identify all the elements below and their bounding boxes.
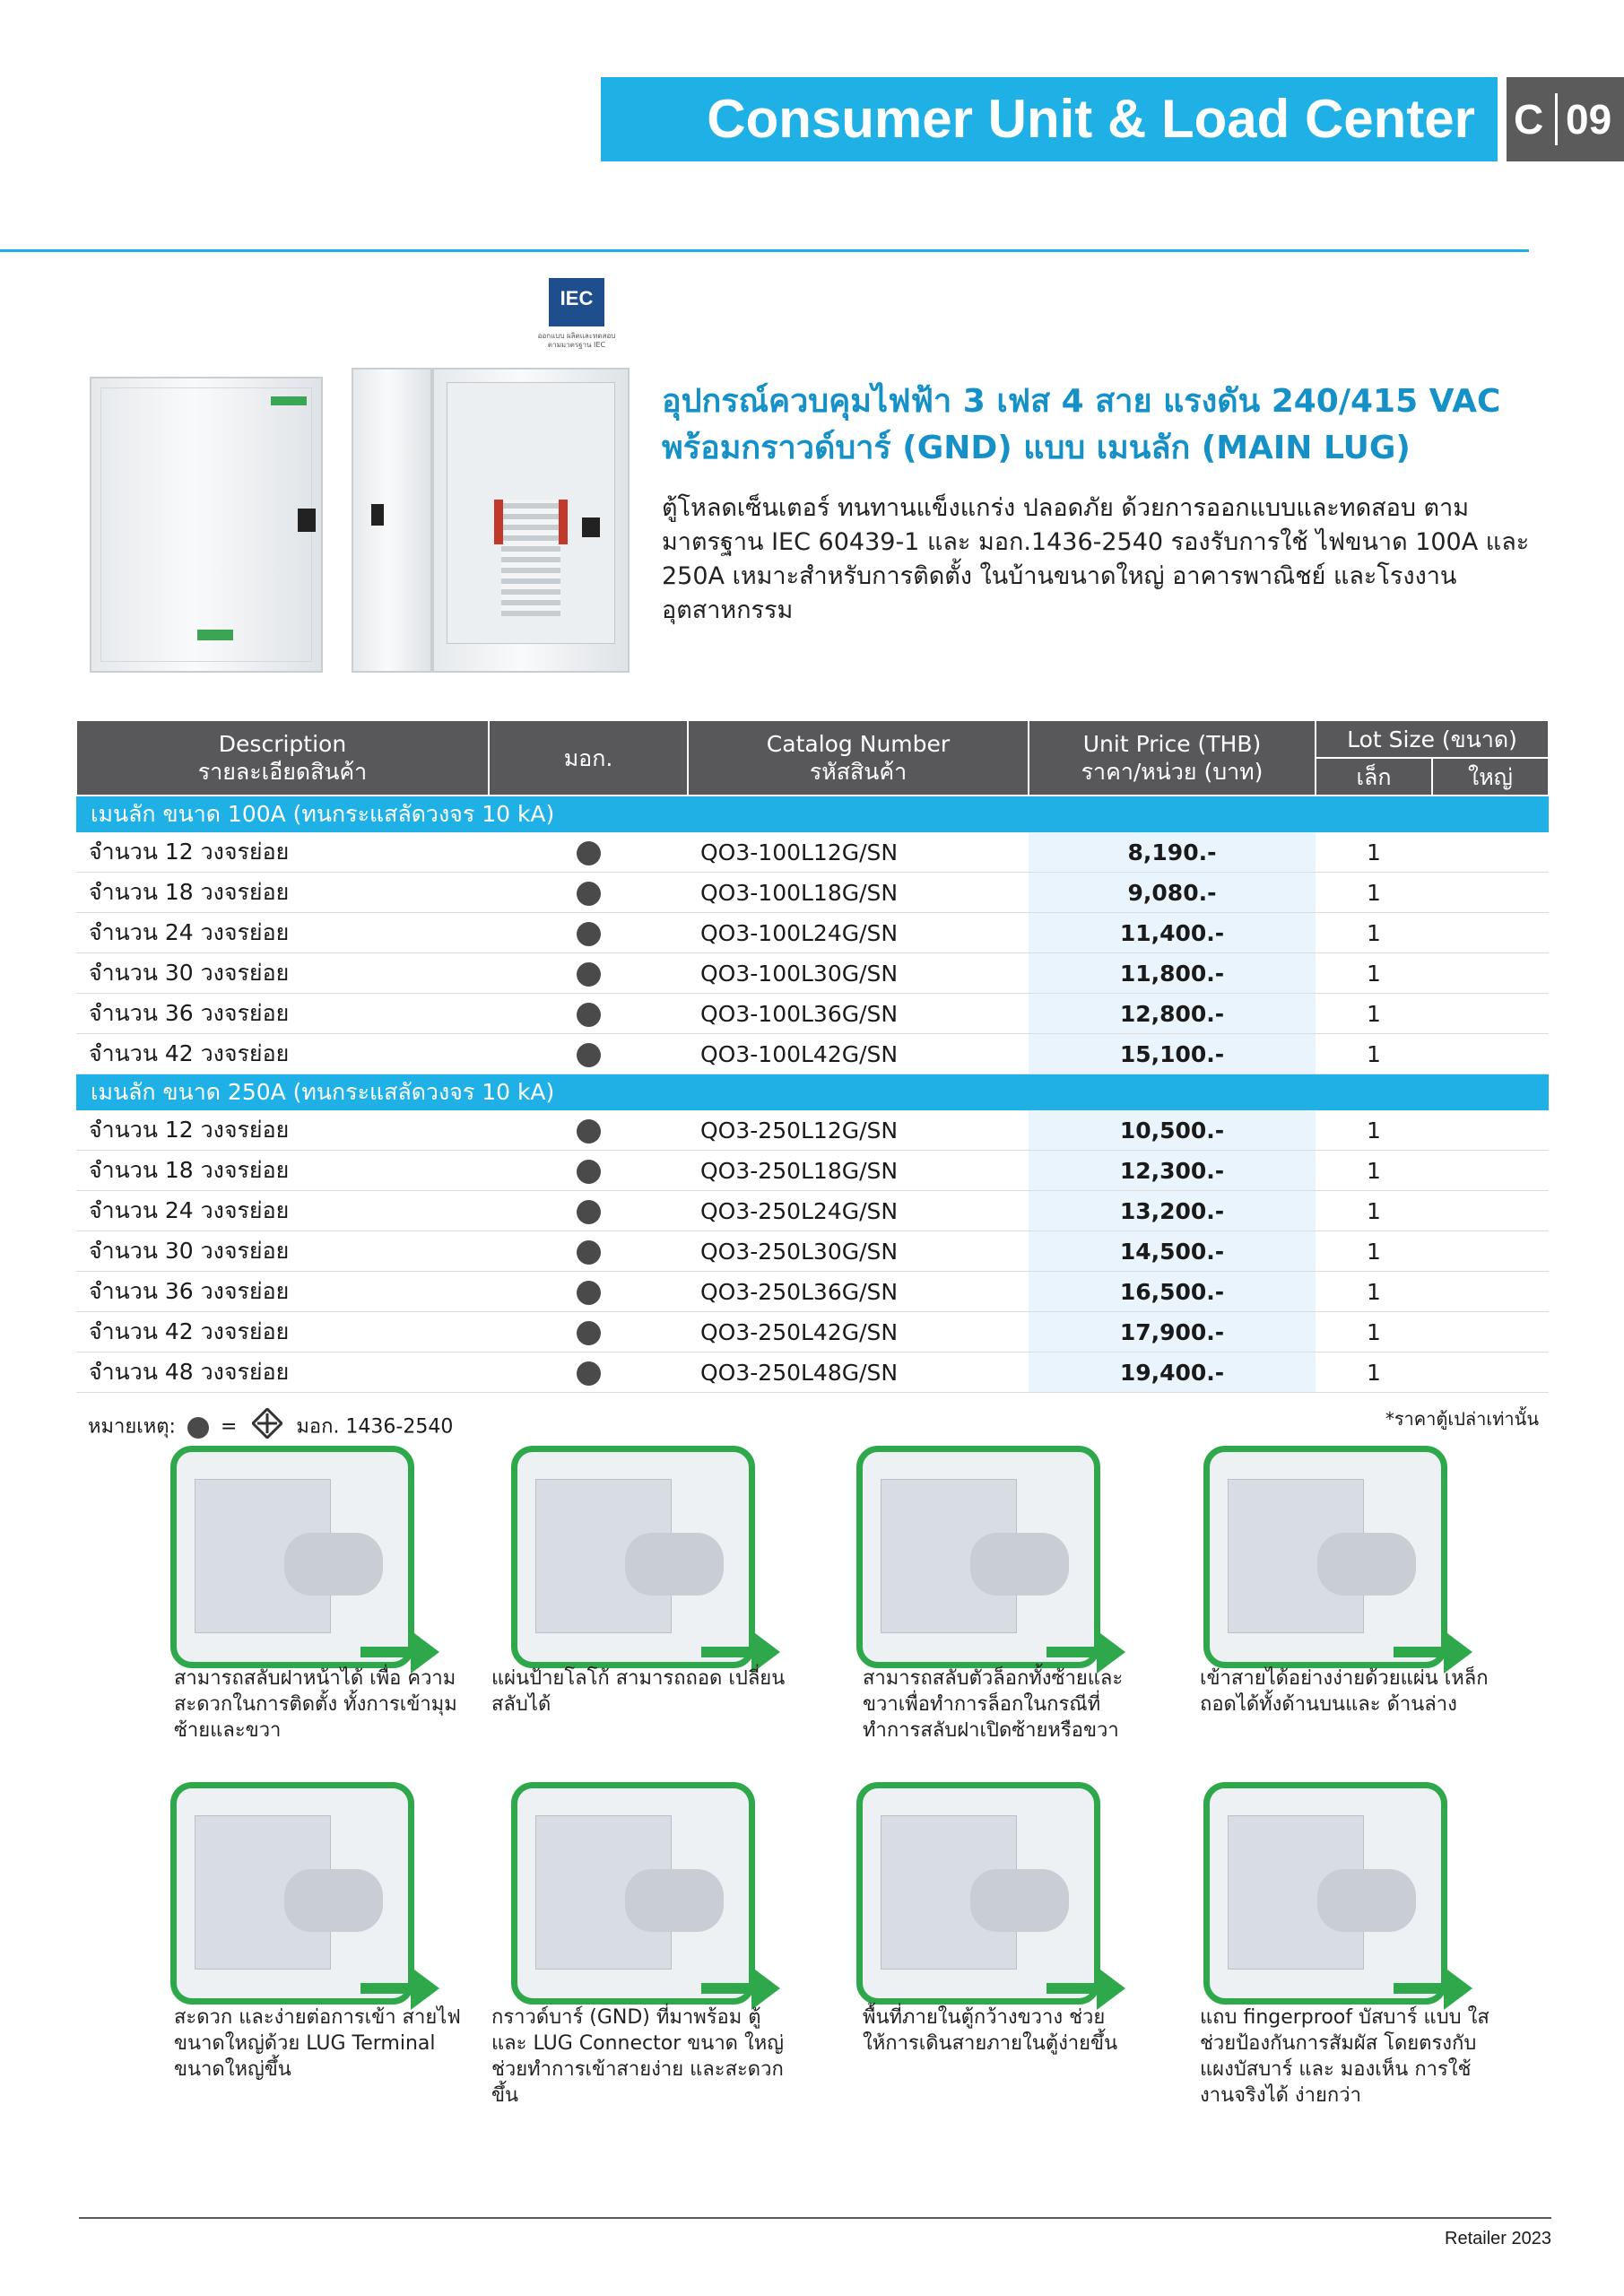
- tis-dot-icon: [577, 882, 601, 906]
- table-row: [76, 1110, 1549, 1151]
- note-equals: =: [220, 1415, 238, 1439]
- tis-dot-icon: [577, 1200, 601, 1224]
- row-catalog-number: QO3-250L30G/SN: [688, 1231, 1029, 1272]
- row-tis-mark: [489, 1191, 688, 1231]
- row-description: จำนวน 18 วงจรย่อย: [76, 873, 489, 913]
- row-lot-small: 1: [1316, 1110, 1432, 1151]
- header-description-en: Description: [218, 731, 347, 757]
- feature-caption: พื้นที่ภายในตู้กว้างขวาง ช่วย ให้การเดินสายภายในตู้ง่ายขึ้น: [863, 2006, 1118, 2055]
- feature-caption: แผ่นป้ายโลโก้ สามารถถอด เปลี่ยนสลับได้: [491, 1667, 786, 1716]
- row-lot-small: 1: [1316, 1231, 1432, 1272]
- row-catalog-number: QO3-100L12G/SN: [688, 832, 1029, 873]
- footer-rule: [79, 2217, 1551, 2219]
- row-unit-price: 11,800.-: [1029, 953, 1316, 994]
- tis-dot-icon: [187, 1417, 209, 1439]
- tis-dot-icon: [577, 1119, 601, 1144]
- row-unit-price: 10,500.-: [1029, 1110, 1316, 1151]
- row-description: จำนวน 36 วงจรย่อย: [76, 1272, 489, 1312]
- tis-dot-icon: [577, 1321, 601, 1345]
- row-tis-mark: [489, 1110, 688, 1151]
- row-description: จำนวน 12 วงจรย่อย: [76, 832, 489, 873]
- header-description-th: รายละเอียดสินค้า: [197, 759, 368, 785]
- intro-heading: [662, 378, 1603, 472]
- intro-heading-line1: อุปกรณ์ควบคุมไฟฟ้า 3 เฟส 4 สาย แรงดัน 240/415 VAC: [662, 383, 1501, 420]
- iec-logo-caption: ออกแบบ ผลิตและทดสอบ ตามมาตรฐาน IEC: [537, 332, 616, 349]
- row-tis-mark: [489, 1272, 688, 1312]
- section-page-code: [1507, 77, 1624, 161]
- tis-dot-icon: [577, 1281, 601, 1305]
- table-row: [76, 1352, 1549, 1393]
- feature-image: [1203, 1782, 1447, 2022]
- row-catalog-number: QO3-100L18G/SN: [688, 873, 1029, 913]
- price-table: [75, 719, 1550, 1393]
- row-catalog-number: QO3-100L42G/SN: [688, 1034, 1029, 1074]
- row-lot-small: 1: [1316, 832, 1432, 873]
- row-unit-price: 14,500.-: [1029, 1231, 1316, 1272]
- header-lot-size: Lot Size (ขนาด): [1316, 720, 1549, 758]
- row-unit-price: 9,080.-: [1029, 873, 1316, 913]
- feature-image: [1203, 1446, 1447, 1686]
- tis-dot-icon: [577, 1361, 601, 1386]
- feature-image: [856, 1446, 1100, 1686]
- row-lot-large: [1432, 1191, 1549, 1231]
- row-lot-large: [1432, 1151, 1549, 1191]
- tis-mark-icon: [252, 1408, 282, 1447]
- row-description: จำนวน 12 วงจรย่อย: [76, 1110, 489, 1151]
- row-description: จำนวน 42 วงจรย่อย: [76, 1034, 489, 1074]
- feature-caption: สามารถสลับฝาหน้าได้ เพื่อ ความสะดวกในการติดตั้ง ทั้งการเข้ามุมซ้ายและขวา: [174, 1667, 457, 1742]
- row-tis-mark: [489, 832, 688, 873]
- row-lot-small: 1: [1316, 1191, 1432, 1231]
- tis-dot-icon: [577, 841, 601, 865]
- table-note: [88, 1408, 453, 1447]
- row-unit-price: 13,200.-: [1029, 1191, 1316, 1231]
- row-catalog-number: QO3-250L36G/SN: [688, 1272, 1029, 1312]
- row-catalog-number: QO3-250L18G/SN: [688, 1151, 1029, 1191]
- row-description: จำนวน 30 วงจรย่อย: [76, 953, 489, 994]
- section-title: เมนลัก ขนาด 100A (ทนกระแสลัดวงจร 10 kA): [76, 796, 1549, 832]
- row-lot-large: [1432, 1231, 1549, 1272]
- table-section-row: [76, 1074, 1549, 1111]
- row-unit-price: 8,190.-: [1029, 832, 1316, 873]
- feature-image: [511, 1782, 755, 2022]
- row-tis-mark: [489, 1312, 688, 1352]
- row-tis-mark: [489, 913, 688, 953]
- row-catalog-number: QO3-250L48G/SN: [688, 1352, 1029, 1393]
- row-catalog-number: QO3-250L42G/SN: [688, 1312, 1029, 1352]
- row-lot-small: 1: [1316, 1034, 1432, 1074]
- header-price: [1029, 720, 1316, 796]
- row-tis-mark: [489, 1352, 688, 1393]
- header-description: [76, 720, 489, 796]
- product-image-open-cabinet-door: [352, 368, 432, 673]
- row-unit-price: 15,100.-: [1029, 1034, 1316, 1074]
- header-price-th: ราคา/หน่วย (บาท): [1081, 759, 1264, 785]
- footer-text: Retailer 2023: [1445, 2229, 1551, 2248]
- row-catalog-number: QO3-250L24G/SN: [688, 1191, 1029, 1231]
- row-lot-large: [1432, 1272, 1549, 1312]
- iec-logo-label: IEC: [560, 287, 594, 309]
- table-row: [76, 994, 1549, 1034]
- row-lot-large: [1432, 873, 1549, 913]
- header-tis: มอก.: [489, 720, 688, 796]
- row-description: จำนวน 30 วงจรย่อย: [76, 1231, 489, 1272]
- header-lot-large: ใหญ่: [1432, 758, 1549, 796]
- tis-dot-icon: [577, 962, 601, 987]
- row-unit-price: 16,500.-: [1029, 1272, 1316, 1312]
- table-row: [76, 1034, 1549, 1074]
- header-lot-small: เล็ก: [1316, 758, 1432, 796]
- feature-caption: สะดวก และง่ายต่อการเข้า สายไฟขนาดใหญ่ด้วย LUG Terminal ขนาดใหญ่ขึ้น: [174, 2006, 461, 2081]
- note-label: หมายเหตุ:: [88, 1415, 176, 1439]
- tis-dot-icon: [577, 1003, 601, 1027]
- header-catalog: [688, 720, 1029, 796]
- tis-dot-icon: [577, 922, 601, 946]
- row-tis-mark: [489, 873, 688, 913]
- tis-dot-icon: [577, 1160, 601, 1184]
- feature-caption: สามารถสลับตัวล็อกทั้งซ้ายและ ขวาเพื่อทำการล็อกในกรณีที่ ทำการสลับฝาเปิดซ้ายหรือขวา: [863, 1667, 1124, 1742]
- section-divider: [1555, 93, 1558, 145]
- row-tis-mark: [489, 1231, 688, 1272]
- row-catalog-number: QO3-100L24G/SN: [688, 913, 1029, 953]
- feature-image: [170, 1446, 414, 1686]
- header-rule: [0, 249, 1529, 252]
- row-lot-large: [1432, 832, 1549, 873]
- row-description: จำนวน 24 วงจรย่อย: [76, 1191, 489, 1231]
- feature-image: [170, 1782, 414, 2022]
- row-description: จำนวน 42 วงจรย่อย: [76, 1312, 489, 1352]
- table-row: [76, 873, 1549, 913]
- feature-caption: กราวด์บาร์ (GND) ที่มาพร้อม ตู้และ LUG Connector ขนาด ใหญ่ ช่วยทำการเข้าสายง่าย และสะดวกขึ้น: [491, 2006, 784, 2107]
- row-lot-small: 1: [1316, 994, 1432, 1034]
- row-lot-large: [1432, 994, 1549, 1034]
- table-row: [76, 1191, 1549, 1231]
- table-row: [76, 1231, 1549, 1272]
- row-tis-mark: [489, 1034, 688, 1074]
- iec-certification-logo: [549, 278, 604, 326]
- row-lot-small: 1: [1316, 1312, 1432, 1352]
- product-image-closed-cabinet: [90, 377, 323, 673]
- row-lot-small: 1: [1316, 953, 1432, 994]
- tis-dot-icon: [577, 1043, 601, 1067]
- table-row: [76, 832, 1549, 873]
- row-lot-small: 1: [1316, 1272, 1432, 1312]
- page-title: Consumer Unit & Load Center: [707, 89, 1475, 149]
- row-catalog-number: QO3-100L30G/SN: [688, 953, 1029, 994]
- row-unit-price: 12,800.-: [1029, 994, 1316, 1034]
- row-unit-price: 17,900.-: [1029, 1312, 1316, 1352]
- table-section-row: [76, 796, 1549, 832]
- table-row: [76, 953, 1549, 994]
- table-row: [76, 913, 1549, 953]
- row-catalog-number: QO3-250L12G/SN: [688, 1110, 1029, 1151]
- row-lot-small: 1: [1316, 873, 1432, 913]
- row-description: จำนวน 18 วงจรย่อย: [76, 1151, 489, 1191]
- price-table-body: [76, 796, 1549, 1393]
- table-row: [76, 1312, 1549, 1352]
- row-lot-small: 1: [1316, 913, 1432, 953]
- note-standard: มอก. 1436-2540: [296, 1415, 454, 1439]
- row-lot-large: [1432, 1034, 1549, 1074]
- row-unit-price: 11,400.-: [1029, 913, 1316, 953]
- note-empty-cabinet-price: *ราคาตู้เปล่าเท่านั้น: [1385, 1408, 1539, 1430]
- row-lot-small: 1: [1316, 1151, 1432, 1191]
- row-unit-price: 12,300.-: [1029, 1151, 1316, 1191]
- row-lot-large: [1432, 1312, 1549, 1352]
- tis-dot-icon: [577, 1240, 601, 1265]
- row-unit-price: 19,400.-: [1029, 1352, 1316, 1393]
- section-letter: C: [1514, 96, 1544, 143]
- row-lot-large: [1432, 953, 1549, 994]
- feature-image: [856, 1782, 1100, 2022]
- row-tis-mark: [489, 994, 688, 1034]
- row-description: จำนวน 24 วงจรย่อย: [76, 913, 489, 953]
- row-lot-large: [1432, 913, 1549, 953]
- row-catalog-number: QO3-100L36G/SN: [688, 994, 1029, 1034]
- page-number: 09: [1566, 96, 1612, 143]
- section-title: เมนลัก ขนาด 250A (ทนกระแสลัดวงจร 10 kA): [76, 1074, 1549, 1111]
- row-tis-mark: [489, 953, 688, 994]
- header-price-en: Unit Price (THB): [1082, 731, 1262, 757]
- row-lot-large: [1432, 1110, 1549, 1151]
- row-description: จำนวน 48 วงจรย่อย: [76, 1352, 489, 1393]
- feature-image: [511, 1446, 755, 1686]
- table-row: [76, 1151, 1549, 1191]
- product-image-open-cabinet: [432, 368, 630, 673]
- row-lot-small: 1: [1316, 1352, 1432, 1393]
- row-lot-large: [1432, 1352, 1549, 1393]
- table-row: [76, 1272, 1549, 1312]
- row-description: จำนวน 36 วงจรย่อย: [76, 994, 489, 1034]
- feature-caption: เข้าสายได้อย่างง่ายด้วยแผ่น เหล็ก ถอดได้ทั้งด้านบนและ ด้านล่าง: [1200, 1667, 1489, 1716]
- header-catalog-en: Catalog Number: [766, 731, 951, 757]
- row-tis-mark: [489, 1151, 688, 1191]
- feature-caption: แถบ fingerproof บัสบาร์ แบบ ใสช่วยป้องกันการสัมผัส โดยตรงกับแผงบัสบาร์ และ มองเห็น การใช้งานจริงได้ ง่ายกว่า: [1200, 2006, 1489, 2107]
- intro-heading-line2: พร้อมกราวด์บาร์ (GND) แบบ เมนลัก (MAIN LUG): [662, 430, 1411, 466]
- intro-body: ตู้โหลดเซ็นเตอร์ ทนทานแข็งแกร่ง ปลอดภัย ด้วยการออกแบบและทดสอบ ตามมาตรฐาน IEC 60439-1 และ มอก.1436-2540 รองรับการใช้ ไฟขนาด 100A และ 250A เหมาะสำหรับการติดตั้ง ในบ้านขนาดใหญ่ อาคารพาณิชย์ และโรงงาน อุตสาหกรรม: [662, 494, 1530, 624]
- header-catalog-th: รหัสสินค้า: [809, 759, 908, 785]
